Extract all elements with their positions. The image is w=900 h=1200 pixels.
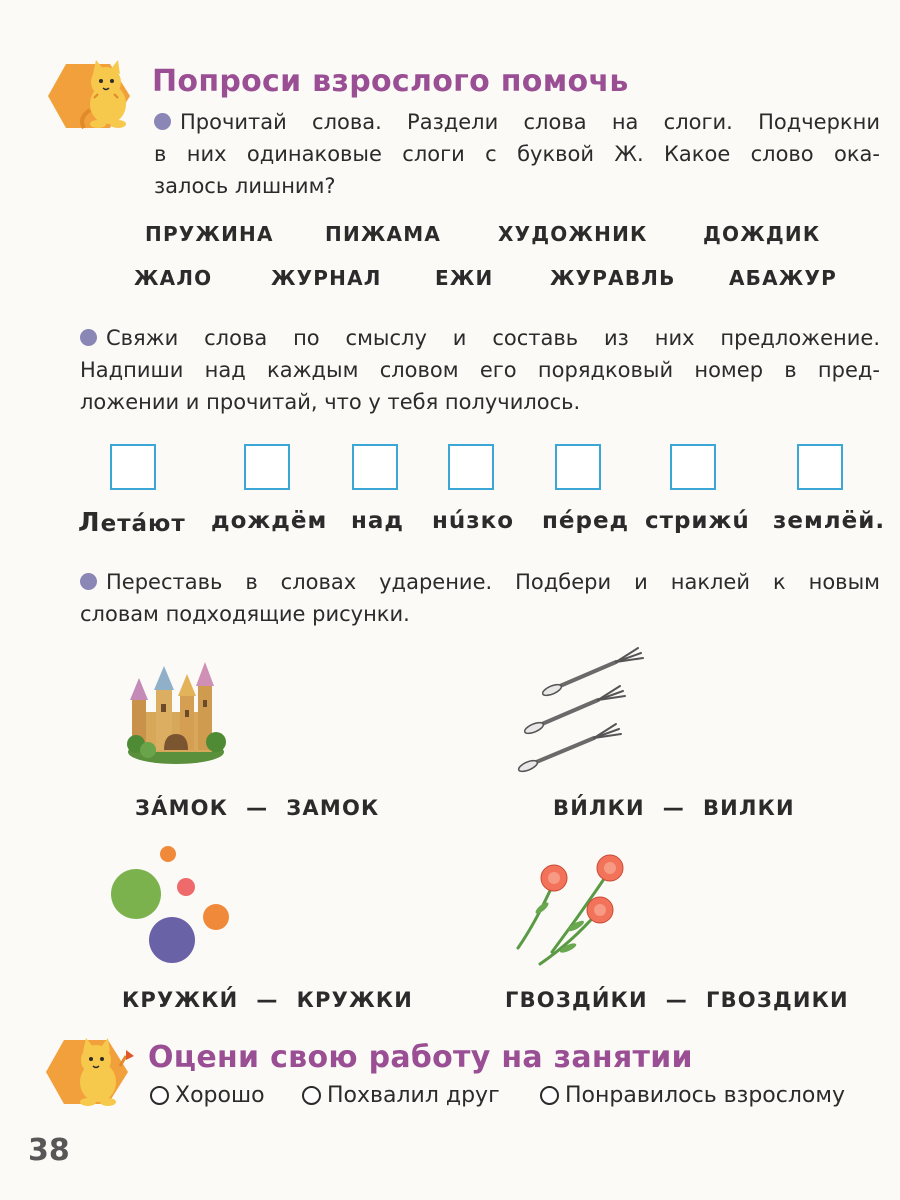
task-line: словам подходящие рисунки. bbox=[80, 602, 410, 626]
bullet-icon bbox=[80, 573, 97, 590]
carnations-image bbox=[512, 852, 636, 966]
cat-mascot-icon bbox=[46, 1034, 138, 1110]
word-item: ЖУРНАЛ bbox=[271, 266, 382, 290]
restressed-word: ГВОЗДИКИ bbox=[705, 988, 849, 1012]
answer-box[interactable] bbox=[797, 444, 843, 490]
task-line: Свяжи слова по смыслу и составь из них предложение. bbox=[80, 322, 880, 354]
task-line: Прочитай слова. Раздели слова на слоги. Подчеркни bbox=[154, 106, 880, 138]
radio-circle-icon[interactable] bbox=[540, 1086, 559, 1105]
option-label: Хорошо bbox=[175, 1083, 265, 1108]
answer-box[interactable] bbox=[110, 444, 156, 490]
stressed-word: ЗÁМОК bbox=[135, 796, 229, 820]
sentence-word: Летáют bbox=[78, 508, 186, 538]
stressed-word: ГВОЗДИ́КИ bbox=[505, 988, 648, 1012]
sentence-word: пéред bbox=[542, 508, 630, 534]
task-line: ложении и прочитай, что у тебя получилось. bbox=[80, 390, 581, 414]
eval-option-friend[interactable] bbox=[302, 1083, 500, 1108]
option-label: Понравилось взрослому bbox=[565, 1083, 845, 1108]
word-item: ПИЖАМА bbox=[325, 222, 442, 246]
answer-box[interactable] bbox=[448, 444, 494, 490]
word-item: ДОЖДИК bbox=[703, 222, 821, 246]
forks-image bbox=[512, 644, 648, 774]
answer-box[interactable] bbox=[670, 444, 716, 490]
bullet-icon bbox=[154, 113, 171, 130]
word-pair bbox=[122, 988, 413, 1012]
stressed-word: ВИ́ЛКИ bbox=[553, 796, 645, 820]
task-instruction-3 bbox=[80, 566, 880, 630]
word-item: ЕЖИ bbox=[435, 266, 494, 290]
task-line: Переставь в словах ударение. Подбери и наклей к новым bbox=[80, 566, 880, 598]
eval-option-good[interactable] bbox=[150, 1083, 265, 1108]
cat-mascot-icon bbox=[48, 58, 138, 134]
sentence-word: землёй. bbox=[773, 508, 886, 534]
castle-image bbox=[126, 660, 226, 766]
task-instruction-1 bbox=[154, 106, 880, 202]
word-pair bbox=[135, 796, 379, 820]
word-item: ПРУЖИНА bbox=[145, 222, 274, 246]
sentence-word: над bbox=[351, 508, 404, 534]
dash: — bbox=[256, 988, 279, 1012]
task-instruction-2 bbox=[80, 322, 880, 418]
task-line: залось лишним? bbox=[154, 174, 336, 198]
stressed-word: КРУЖКИ́ bbox=[122, 988, 239, 1012]
word-item: ЖАЛО bbox=[134, 266, 213, 290]
task-line: в них одинаковые слоги с буквой Ж. Какое слово ока- bbox=[154, 142, 880, 166]
sentence-word: нúзко bbox=[432, 508, 515, 534]
answer-box[interactable] bbox=[555, 444, 601, 490]
sentence-word: дождём bbox=[211, 508, 328, 534]
circles-image bbox=[106, 844, 236, 964]
restressed-word: ВИЛКИ bbox=[702, 796, 795, 820]
bullet-icon bbox=[80, 329, 97, 346]
restressed-word: ЗАМОК bbox=[286, 796, 380, 820]
dash: — bbox=[665, 988, 688, 1012]
page-number: 38 bbox=[28, 1133, 70, 1168]
word-pair bbox=[505, 988, 849, 1012]
restressed-word: КРУЖКИ bbox=[296, 988, 414, 1012]
word-item: ЖУРАВЛЬ bbox=[550, 266, 676, 290]
section-title: Попроси взрослого помочь bbox=[152, 64, 629, 99]
task-line: Надпиши над каждым словом его порядковый номер в пред- bbox=[80, 358, 880, 382]
sentence-word: стрижú bbox=[645, 508, 750, 534]
answer-box[interactable] bbox=[244, 444, 290, 490]
word-item: ХУДОЖНИК bbox=[498, 222, 648, 246]
word-pair bbox=[553, 796, 795, 820]
answer-box[interactable] bbox=[352, 444, 398, 490]
word-item: АБАЖУР bbox=[729, 266, 837, 290]
radio-circle-icon[interactable] bbox=[302, 1086, 321, 1105]
dash: — bbox=[246, 796, 269, 820]
dash: — bbox=[662, 796, 685, 820]
radio-circle-icon[interactable] bbox=[150, 1086, 169, 1105]
option-label: Похвалил друг bbox=[327, 1083, 500, 1108]
eval-option-adult[interactable] bbox=[540, 1083, 845, 1108]
section-title: Оцени свою работу на занятии bbox=[148, 1040, 693, 1075]
